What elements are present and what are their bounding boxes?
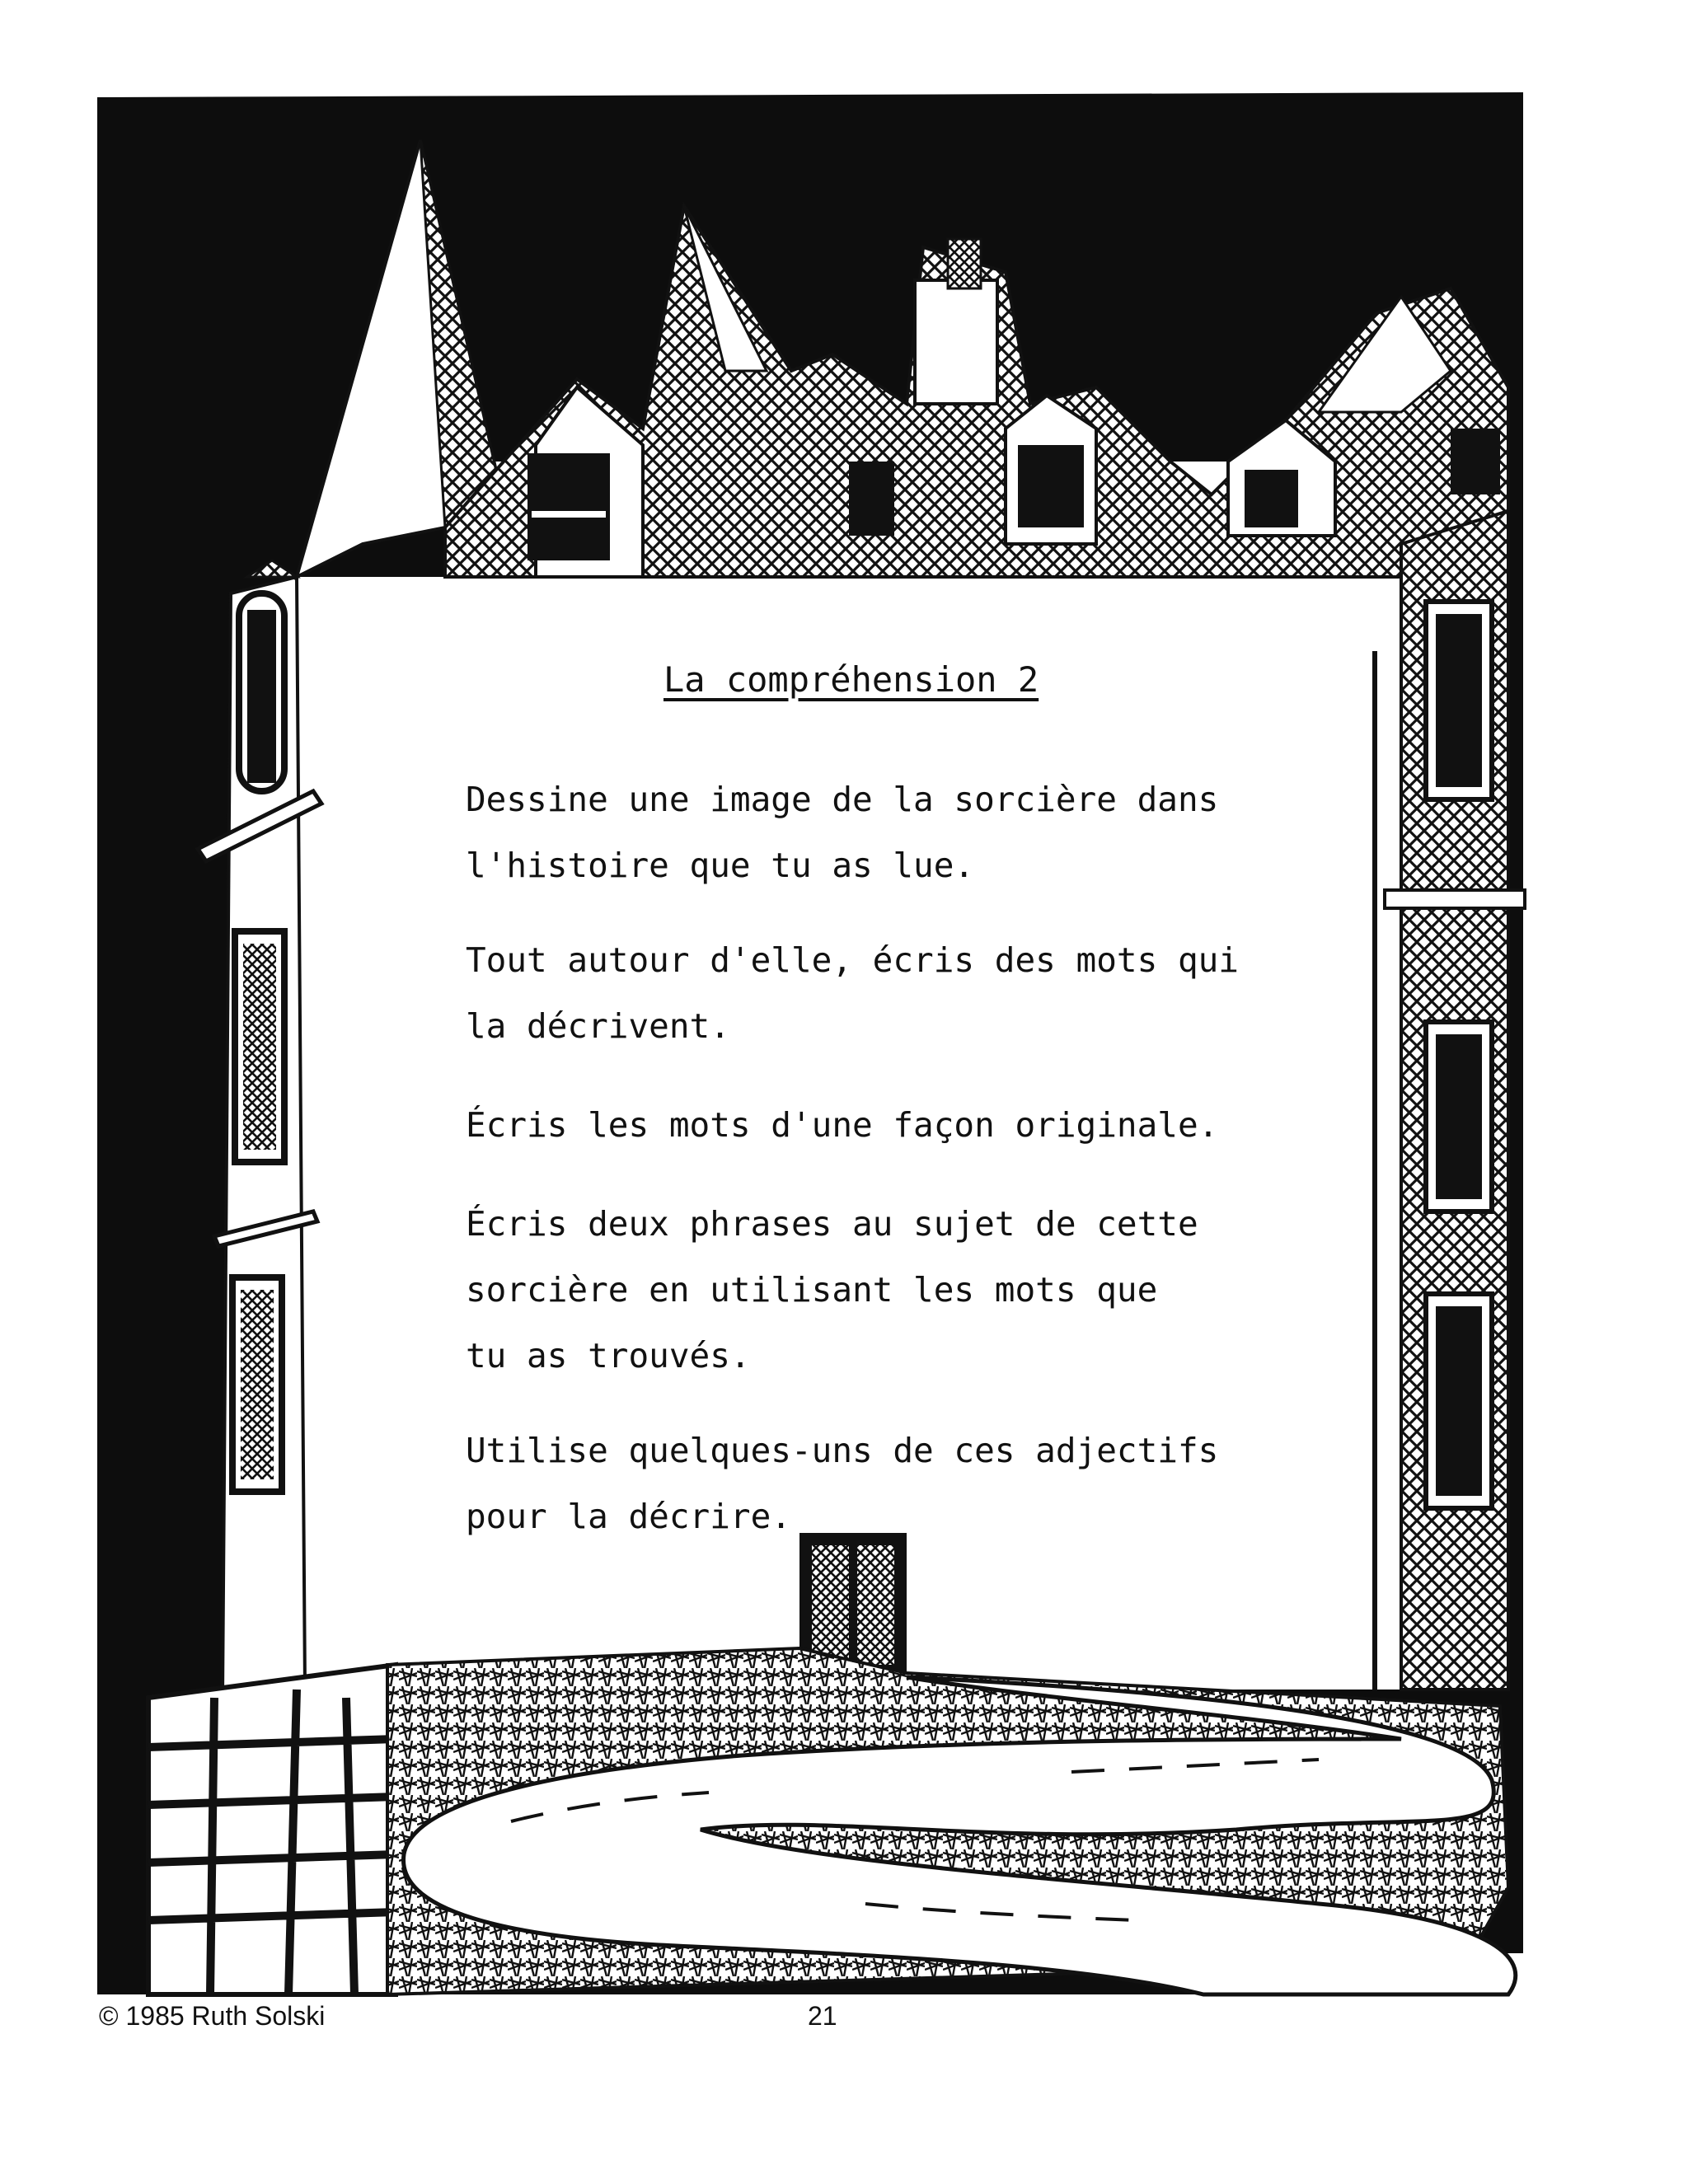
instruction-paragraph: [466, 1191, 1198, 1389]
dormer-window-icon: [1018, 445, 1084, 527]
instruction-line: Tout autour d'elle, écris des mots qui: [466, 940, 1239, 980]
instruction-line: Dessine une image de la sorcière dans: [466, 780, 1219, 819]
instruction-paragraph: [466, 927, 1239, 1059]
instruction-line: l'histoire que tu as lue.: [466, 846, 975, 885]
instruction-line: pour la décrire.: [466, 1497, 791, 1536]
instruction-line: sorcière en utilisant les mots que: [466, 1270, 1158, 1310]
instruction-paragraph: [466, 1418, 1218, 1549]
instruction-line: Écris les mots d'une façon originale.: [466, 1105, 1219, 1145]
dormer-window-icon: [849, 462, 894, 536]
page-title: La compréhension 2: [663, 659, 1039, 700]
dormer-window-icon: [528, 453, 610, 560]
instruction-line: Utilise quelques-uns de ces adjectifs: [466, 1431, 1219, 1470]
instruction-line: la décrivent.: [466, 1006, 730, 1046]
chimney-icon: [915, 280, 997, 404]
page-number: 21: [808, 2001, 837, 2031]
instruction-paragraph: [466, 766, 1218, 898]
instruction-line: tu as trouvés.: [466, 1336, 751, 1376]
instruction-paragraph: [466, 1092, 1218, 1158]
stone-wall: [148, 1665, 396, 1994]
dormer-window-icon: [1451, 429, 1500, 494]
dormer-window-icon: [1245, 470, 1298, 527]
copyright-notice: © 1985 Ruth Solski: [99, 2001, 326, 2031]
instruction-line: Écris deux phrases au sujet de cette: [466, 1204, 1198, 1244]
